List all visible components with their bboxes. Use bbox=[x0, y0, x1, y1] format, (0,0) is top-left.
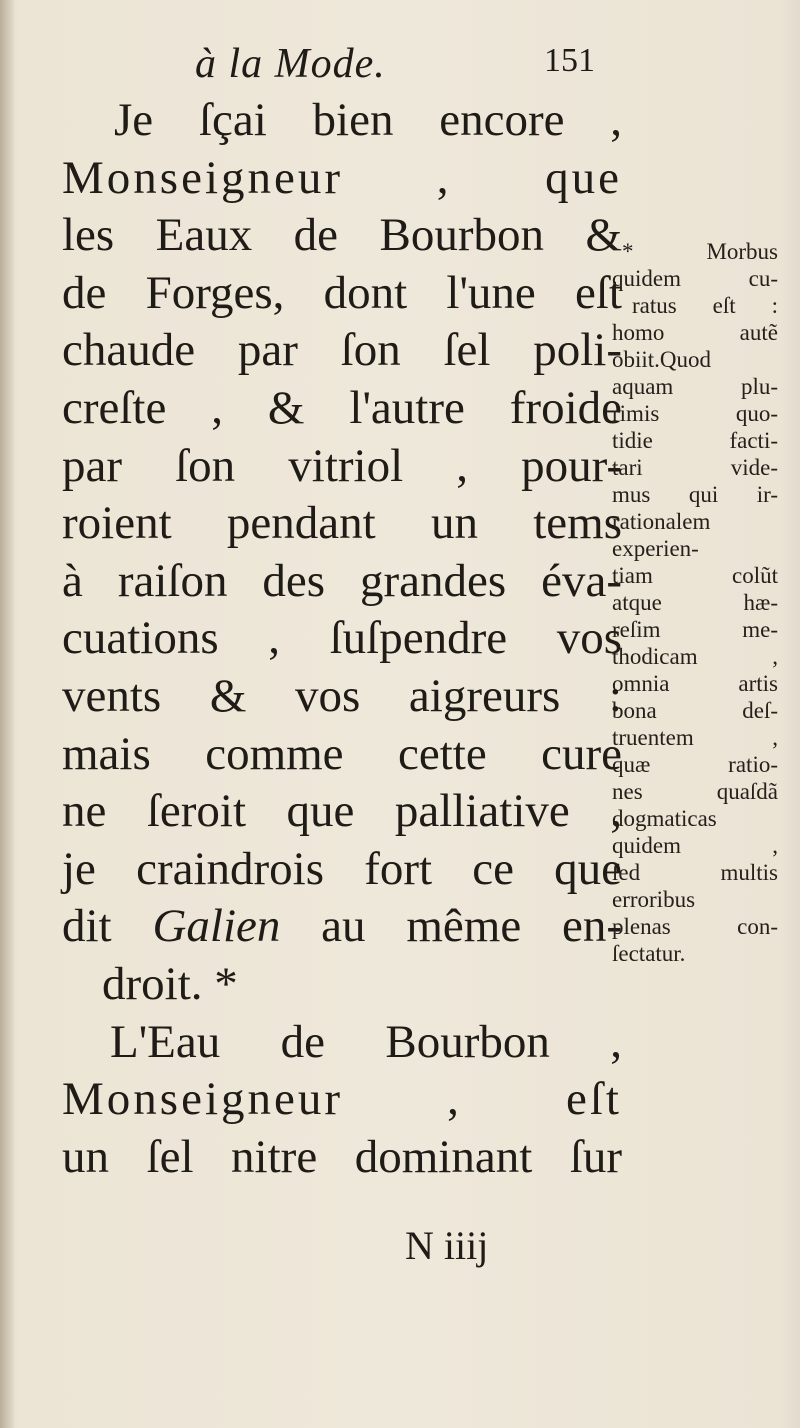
text-line: un ſel nitre dominant ſur bbox=[62, 1130, 622, 1183]
text-line: je craindrois fort ce que bbox=[62, 842, 622, 895]
text-line: à raiſon des grandes éva- bbox=[62, 554, 622, 607]
margin-note-line: quidem cu- bbox=[612, 266, 778, 291]
margin-note-line: bona deſ- bbox=[612, 698, 778, 723]
margin-note-line: tidie facti- bbox=[612, 428, 778, 453]
margin-note-line: ſectatur. bbox=[612, 941, 686, 966]
text-line: par ſon vitriol , pour- bbox=[62, 439, 622, 492]
galien-italic: Galien bbox=[152, 900, 281, 953]
margin-note-line: nes quaſdã bbox=[612, 779, 778, 804]
margin-note-line: aquam plu- bbox=[612, 374, 778, 399]
margin-note-line: mus qui ir- bbox=[612, 482, 778, 507]
margin-note-line: ratus eſt : bbox=[632, 293, 778, 318]
margin-note-line: reſim me- bbox=[612, 617, 778, 642]
text-line-galien bbox=[62, 898, 622, 956]
page-header bbox=[195, 40, 605, 90]
margin-note-line: thodicam , bbox=[612, 644, 778, 669]
margin-note-line: rationalem bbox=[612, 509, 711, 534]
page-number: 151 bbox=[544, 42, 595, 79]
margin-note-line: ſed multis bbox=[612, 860, 778, 885]
text-line: cuations , ſuſpendre vos bbox=[62, 612, 622, 665]
main-text-block bbox=[62, 92, 622, 1186]
margin-note-line: truentem , bbox=[612, 725, 778, 750]
text-line: L'Eau de Bourbon , bbox=[110, 1015, 622, 1068]
margin-note-line: rimis quo- bbox=[612, 401, 778, 426]
text-line: chaude par ſon ſel poli- bbox=[62, 324, 622, 377]
margin-note-line: omnia artis bbox=[612, 671, 778, 696]
text-line: roient pendant un tems bbox=[62, 497, 622, 550]
margin-note-line: quidem , bbox=[612, 833, 778, 858]
text-line: de Forges, dont l'une eſt bbox=[62, 266, 622, 319]
margin-note-line: erroribus bbox=[612, 887, 696, 912]
text-line: creſte , & l'autre froide bbox=[62, 381, 622, 434]
margin-note-line: tiam colũt bbox=[612, 563, 778, 588]
margin-note-line: * Morbus bbox=[622, 239, 778, 264]
text-line: Monseigneur , eſt bbox=[62, 1073, 622, 1126]
text-line: vents & vos aigreurs : bbox=[62, 669, 622, 722]
galien-line-text: dit Galien au même en- bbox=[62, 900, 622, 953]
margin-note-line: atque hæ- bbox=[612, 590, 778, 615]
text-line: Monseigneur , que bbox=[62, 151, 622, 204]
margin-note-line: quæ ratio- bbox=[612, 752, 778, 777]
margin-note-line: dogmaticas bbox=[612, 806, 717, 831]
page-gutter-shadow bbox=[0, 0, 14, 1428]
text-line: droit. * bbox=[102, 957, 238, 1010]
text-line: mais comme cette cure bbox=[62, 727, 622, 780]
margin-note-line: tari vide- bbox=[612, 455, 778, 480]
margin-note-line: experien- bbox=[612, 536, 699, 561]
text-line: les Eaux de Bourbon & bbox=[62, 209, 622, 262]
margin-note-line: homo autẽ bbox=[612, 320, 778, 345]
text-line: Je ſçai bien encore , bbox=[114, 94, 622, 146]
running-title: à la Mode. bbox=[195, 41, 386, 87]
margin-note bbox=[612, 238, 778, 967]
catchword-signature: N iiij bbox=[405, 1223, 489, 1268]
margin-note-line: plenas con- bbox=[612, 914, 778, 939]
margin-note-line: obiit.Quod bbox=[612, 347, 712, 372]
text-line: ne ſeroit que palliative , bbox=[62, 785, 622, 838]
